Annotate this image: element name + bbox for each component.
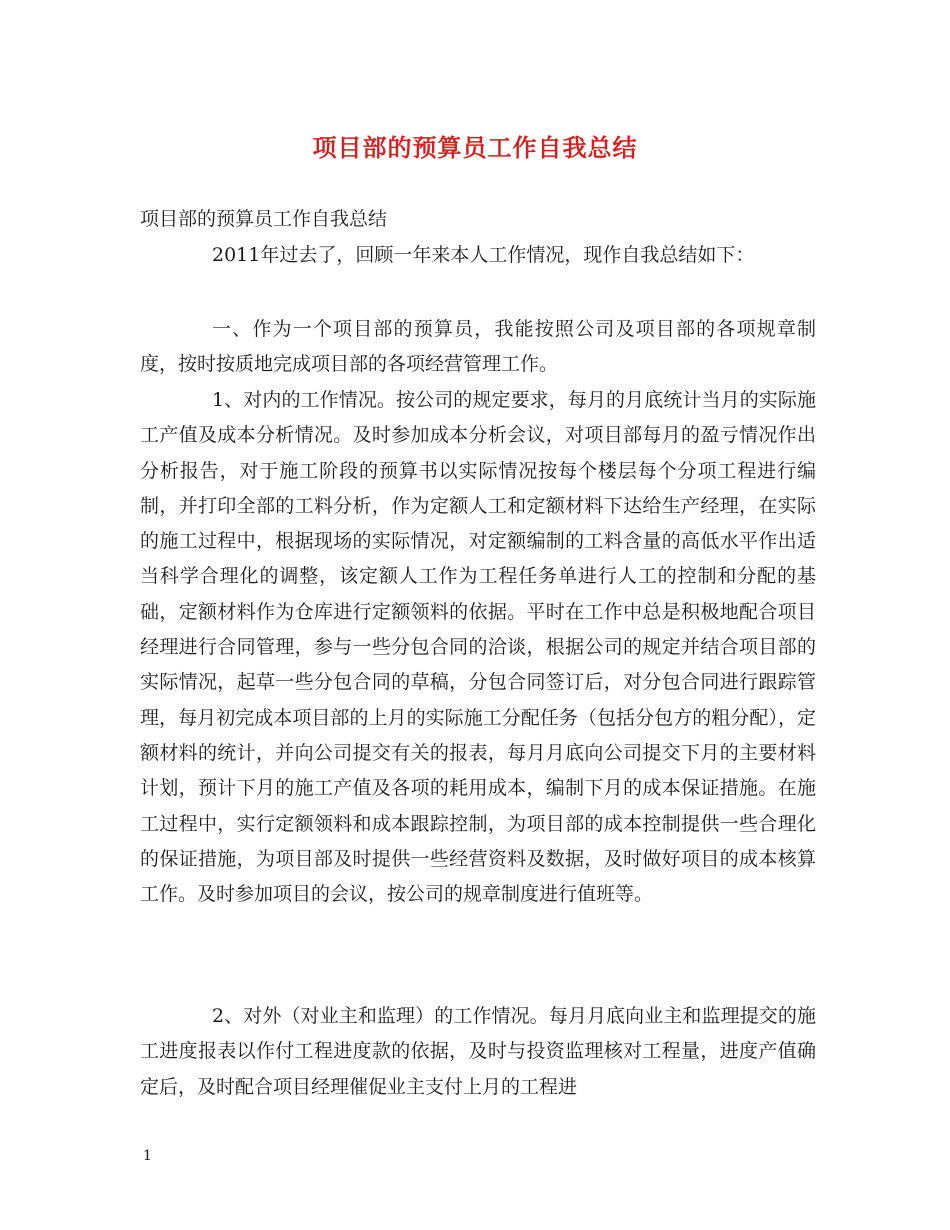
paragraph-section-one: 一、作为一个项目部的预算员，我能按照公司及项目部的各项规章制度，按时按质地完成项目部的各项经营管理工作。 <box>140 318 816 376</box>
paragraph-external-work: 2、对外（对业主和监理）的工作情况。每月月底向业主和监理提交的施工进度报表以作付工程进度款的依据，及时与投资监理核对工程量，进度产值确定后，及时配合项目经理催促业主支付上月的工程进 <box>140 1005 816 1098</box>
page-number: 1 <box>143 1148 152 1164</box>
document-title: 项目部的预算员工作自我总结 <box>312 133 638 162</box>
paragraph-intro: 2011年过去了，回顾一年来本人工作情况，现作自我总结如下： <box>212 244 755 266</box>
document-subtitle: 项目部的预算员工作自我总结 <box>140 208 388 230</box>
paragraph-internal-work: 1、对内的工作情况。按公司的规定要求，每月的月底统计当月的实际施工产值及成本分析情况。及时参加成本分析会议，对项目部每月的盈亏情况作出分析报告，对于施工阶段的预算书以实际情况按每个楼层每个分项工程进行编制，并打印全部的工料分析，作为定额人工和定额材料下达给生产经理，在实际的施工过程中，根据现场的实际情况，对定额编制的工料含量的高低水平作出适当科学合理化的调整，该定额人工作为工程任务单进行人工的控制和分配的基础，定额材料作为仓库进行定额领料的依据。平时在工作中总是积极地配合项目经理进行合同管理，参与一些分包合同的洽谈，根据公司的规定并结合项目部的实际情况，起草一些分包合同的草稿，分包合同签订后，对分包合同进行跟踪管理，每月初完成本项目部的上月的实际施工分配任务（包括分包方的粗分配），定额材料的统计，并向公司提交有关的报表，每月月底向公司提交下月的主要材料计划，预计下月的施工产值及各项的耗用成本，编制下月的成本保证措施。在施工过程中，实行定额领料和成本跟踪控制，为项目部的成本控制提供一些合理化的保证措施，为项目部及时提供一些经营资料及数据，及时做好项目的成本核算工作。及时参加项目的会议，按公司的规章制度进行值班等。 <box>140 389 816 906</box>
